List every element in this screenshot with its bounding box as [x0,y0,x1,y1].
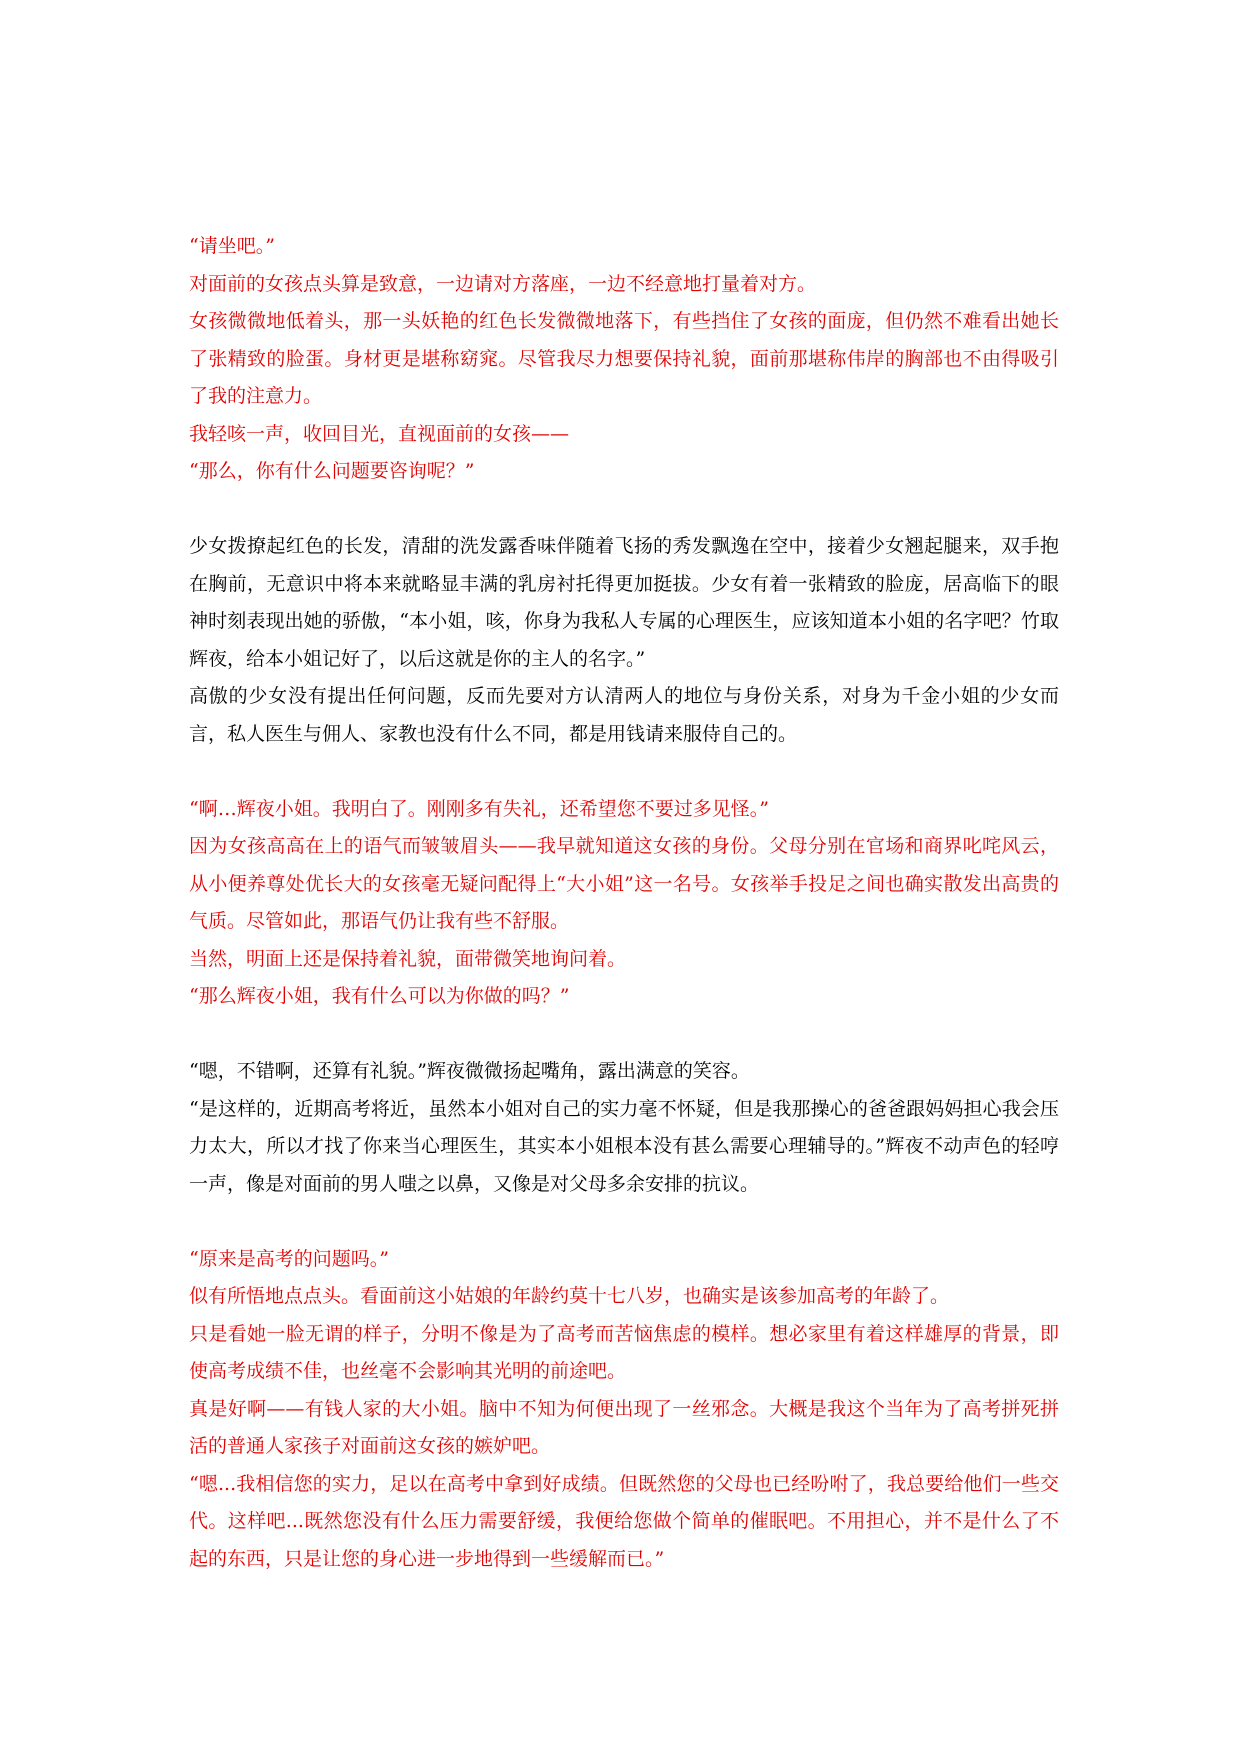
text-line: “那么，你有什么问题要咨询呢？” [189,460,475,482]
paragraph-gap [189,1016,1059,1054]
paragraph-1 [189,228,1059,491]
text-line: “原来是高考的问题吗。” [189,1247,389,1270]
paragraph-gap [189,753,1059,791]
text-line: 高傲的少女没有提出任何问题，反而先要对方认清两人的地位与身份关系，对身为千金小姐的少女而言，私人医生与佣人、家教也没有什么不同，都是用钱请来服侍自己的。 [189,685,1059,745]
paragraph-4 [189,1053,1059,1203]
paragraph-5 [189,1241,1059,1579]
paragraph-3 [189,791,1059,1016]
paragraph-2 [189,528,1059,753]
paragraph-gap [189,1203,1059,1241]
text-line: “是这样的，近期高考将近，虽然本小姐对自己的实力毫不怀疑，但是我那操心的爸爸跟妈妈担心我会压力太大，所以才找了你来当心理医生，其实本小姐根本没有甚么需要心理辅导的。”辉夜不动声色的轻哼一声，像是对面前的男人嗤之以鼻，又像是对父母多余安排的抗议。 [189,1097,1059,1195]
text-line: 当然，明面上还是保持着礼貌，面带微笑地询问着。 [189,947,627,970]
document-body [189,228,1059,1578]
text-line: 似有所悟地点点头。看面前这小姑娘的年龄约莫十七八岁，也确实是该参加高考的年龄了。 [189,1285,950,1307]
text-line: “嗯...我相信您的实力，足以在高考中拿到好成绩。但既然您的父母也已经吩咐了，我总要给他们一些交代。这样吧...既然您没有什么压力需要舒缓，我便给您做个简单的催眠吧。不用担心，并不是什么了不起的东西，只是让您的身心进一步地得到一些缓解而已。” [189,1472,1059,1570]
text-line: “嗯，不错啊，还算有礼貌。”辉夜微微扬起嘴角，露出满意的笑容。 [189,1060,750,1082]
text-line: 女孩微微地低着头，那一头妖艳的红色长发微微地落下，有些挡住了女孩的面庞，但仍然不难看出她长了张精致的脸蛋。身材更是堪称窈窕。尽管我尽力想要保持礼貌，面前那堪称伟岸的胸部也不由得吸引了我的注意力。 [189,310,1059,407]
paragraph-gap [189,491,1059,529]
text-line: 真是好啊——有钱人家的大小姐。脑中不知为何便出现了一丝邪念。大概是我这个当年为了高考拼死拼活的普通人家孩子对面前这女孩的嫉妒吧。 [189,1397,1059,1457]
text-line: 只是看她一脸无谓的样子，分明不像是为了高考而苦恼焦虑的模样。想必家里有着这样雄厚的背景，即使高考成绩不佳，也丝毫不会影响其光明的前途吧。 [189,1322,1059,1382]
text-line: 少女拨撩起红色的长发，清甜的洗发露香味伴随着飞扬的秀发飘逸在空中，接着少女翘起腿来，双手抱在胸前，无意识中将本来就略显丰满的乳房衬托得更加挺拔。少女有着一张精致的脸庞，居高临下的眼神时刻表现出她的骄傲，“本小姐，咳，你身为我私人专属的心理医生，应该知道本小姐的名字吧？竹取辉夜，给本小姐记好了，以后这就是你的主人的名字。” [189,535,1059,670]
text-line: 对面前的女孩点头算是致意，一边请对方落座，一边不经意地打量着对方。 [189,272,817,295]
text-line: “那么辉夜小姐，我有什么可以为你做的吗？” [189,985,570,1007]
text-line: 我轻咳一声，收回目光，直视面前的女孩—— [189,422,570,445]
text-line: “请坐吧。” [189,235,275,257]
text-line: “啊…辉夜小姐。我明白了。刚刚多有失礼，还希望您不要过多见怪。” [189,797,769,820]
text-line: 因为女孩高高在上的语气而皱皱眉头——我早就知道这女孩的身份。父母分别在官场和商界叱咤风云，从小便养尊处优长大的女孩毫无疑问配得上“大小姐”这一名号。女孩举手投足之间也确实散发出高贵的气质。尽管如此，那语气仍让我有些不舒服。 [189,835,1059,932]
